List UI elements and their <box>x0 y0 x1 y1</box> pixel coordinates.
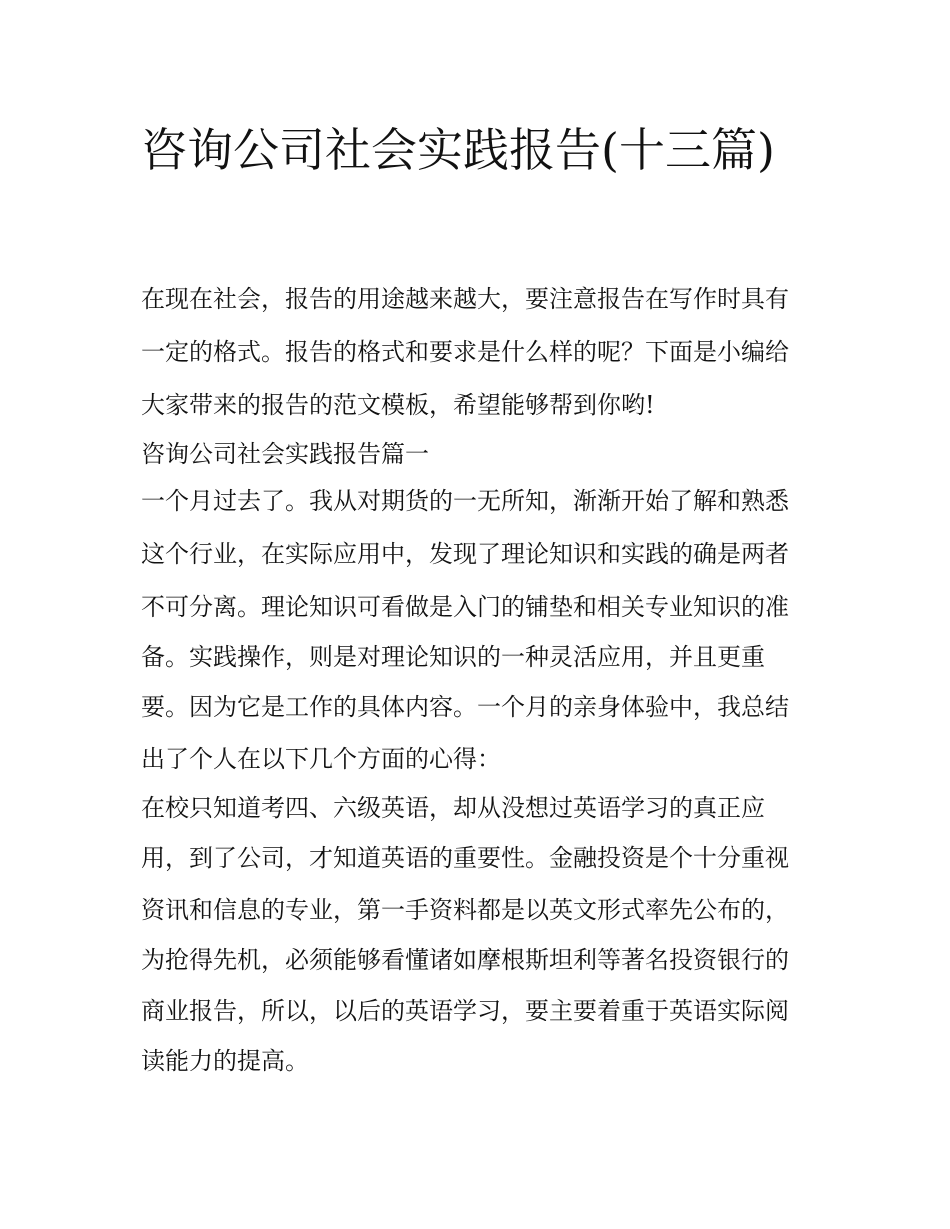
paragraph-1-line-3: 不可分离。理论知识可看做是入门的铺垫和相关专业知识的准 <box>141 593 789 621</box>
paragraph-2-line-5: 商业报告，所以，以后的英语学习，要主要着重于英语实际阅 <box>141 997 789 1025</box>
paragraph-1-line-2: 这个行业，在实际应用中，发现了理论知识和实践的确是两者 <box>141 540 789 568</box>
document-title: 咨询公司社会实践报告(十三篇) <box>141 123 775 177</box>
intro-line-3: 大家带来的报告的范文模板，希望能够帮到你哟! <box>141 391 655 419</box>
paragraph-2-line-2: 用，到了公司，才知道英语的重要性。金融投资是个十分重视 <box>141 844 789 872</box>
intro-line-1: 在现在社会，报告的用途越来越大，要注意报告在写作时具有 <box>141 285 789 313</box>
paragraph-2-line-6: 读能力的提高。 <box>141 1047 309 1075</box>
paragraph-1-line-4: 备。实践操作，则是对理论知识的一种灵活应用，并且更重 <box>141 643 765 671</box>
intro-line-2: 一定的格式。报告的格式和要求是什么样的呢？下面是小编给 <box>141 338 789 366</box>
paragraph-2-line-1: 在校只知道考四、六级英语，却从没想过英语学习的真正应 <box>141 794 765 822</box>
section-heading: 咨询公司社会实践报告篇一 <box>141 440 429 468</box>
paragraph-2-line-4: 为抢得先机，必须能够看懂诸如摩根斯坦利等著名投资银行的 <box>141 946 789 974</box>
paragraph-1-line-5: 要。因为它是工作的具体内容。一个月的亲身体验中，我总结 <box>141 693 789 721</box>
paragraph-2-line-3: 资讯和信息的专业，第一手资料都是以英文形式率先公布的， <box>141 896 789 924</box>
paragraph-1-line-6: 出了个人在以下几个方面的心得： <box>141 745 501 773</box>
paragraph-1-line-1: 一个月过去了。我从对期货的一无所知，渐渐开始了解和熟悉 <box>141 487 789 515</box>
